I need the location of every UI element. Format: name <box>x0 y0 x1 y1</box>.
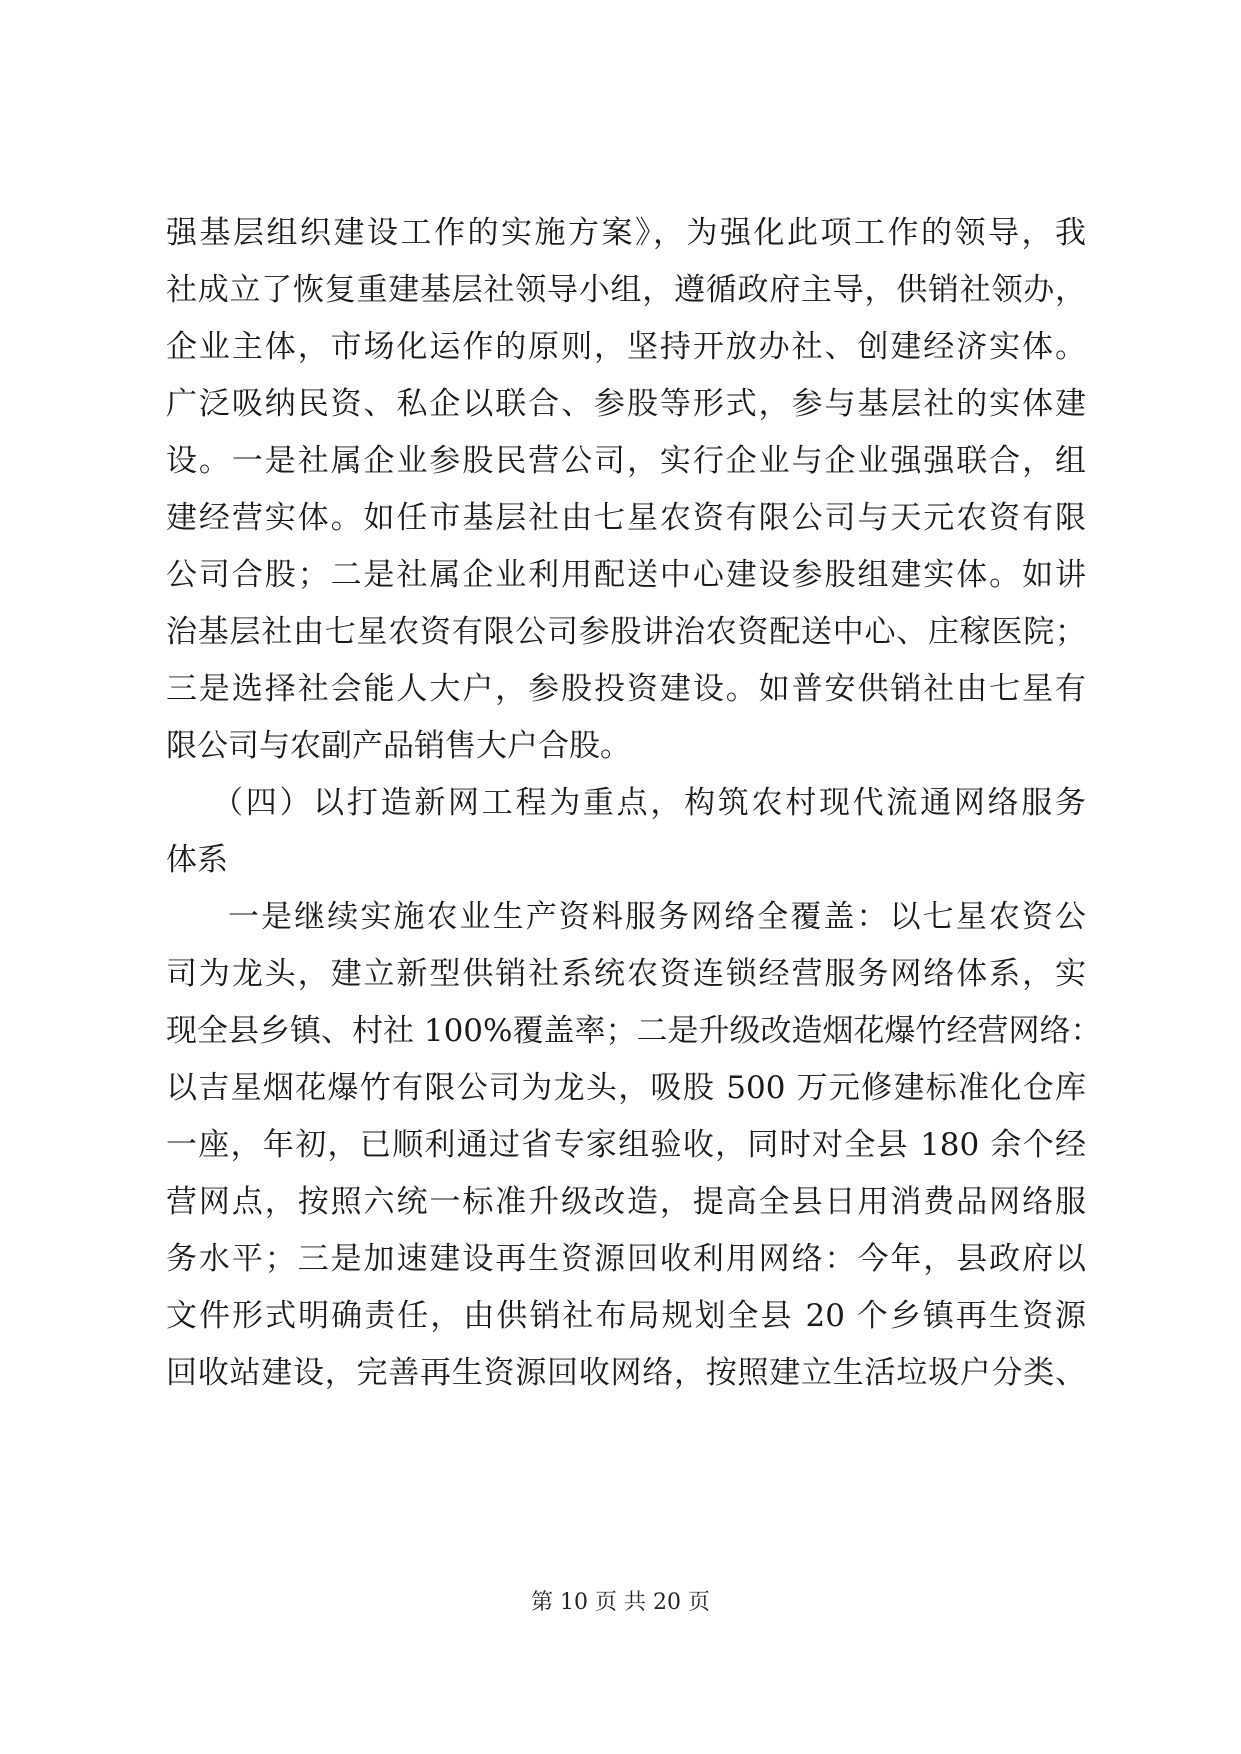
body-line-21: 回收站建设，完善再生资源回收网络，按照建立生活垃圾户分类、 <box>166 1355 1086 1391</box>
body-line-13: 一是继续实施农业生产资料服务网络全覆盖：以七星农资公 <box>228 899 1086 935</box>
body-line-7: 公司合股；二是社属企业利用配送中心建设参股组建实体。如讲 <box>166 557 1086 593</box>
body-line-9: 三是选择社会能人大户，参股投资建设。如普安供销社由七星有 <box>166 671 1086 707</box>
page-number-footer: 第 10 页 共 20 页 <box>531 1590 710 1615</box>
body-line-5: 设。一是社属企业参股民营公司，实行企业与企业强强联合，组 <box>166 443 1086 479</box>
body-line-8: 治基层社由七星农资有限公司参股讲治农资配送中心、庄稼医院； <box>166 614 1086 650</box>
body-line-16: 以吉星烟花爆竹有限公司为龙头，吸股 500 万元修建标准化仓库 <box>166 1070 1086 1106</box>
body-line-19: 务水平；三是加速建设再生资源回收利用网络：今年，县政府以 <box>166 1241 1086 1277</box>
body-line-6: 建经营实体。如任市基层社由七星农资有限公司与天元农资有限 <box>166 500 1086 536</box>
section-heading-line-1: （四）以打造新网工程为重点，构筑农村现代流通网络服务 <box>212 785 1086 821</box>
body-line-20: 文件形式明确责任，由供销社布局规划全县 20 个乡镇再生资源 <box>166 1298 1086 1334</box>
body-line-18: 营网点，按照六统一标准升级改造，提高全县日用消费品网络服 <box>166 1184 1086 1220</box>
body-line-17: 一座，年初，已顺利通过省专家组验收，同时对全县 180 余个经 <box>166 1127 1086 1163</box>
body-line-3: 企业主体，市场化运作的原则，坚持开放办社、创建经济实体。 <box>166 329 1086 365</box>
body-line-1: 强基层组织建设工作的实施方案》，为强化此项工作的领导，我 <box>166 215 1086 251</box>
body-line-4: 广泛吸纳民资、私企以联合、参股等形式，参与基层社的实体建 <box>166 386 1086 422</box>
body-line-14: 司为龙头，建立新型供销社系统农资连锁经营服务网络体系，实 <box>166 956 1086 992</box>
section-heading-line-2: 体系 <box>166 842 228 878</box>
body-line-15: 现全县乡镇、村社 100%覆盖率；二是升级改造烟花爆竹经营网络： <box>166 1013 1102 1049</box>
body-line-2: 社成立了恢复重建基层社领导小组，遵循政府主导，供销社领办， <box>166 272 1086 308</box>
body-line-10: 限公司与农副产品销售大户合股。 <box>166 728 631 764</box>
